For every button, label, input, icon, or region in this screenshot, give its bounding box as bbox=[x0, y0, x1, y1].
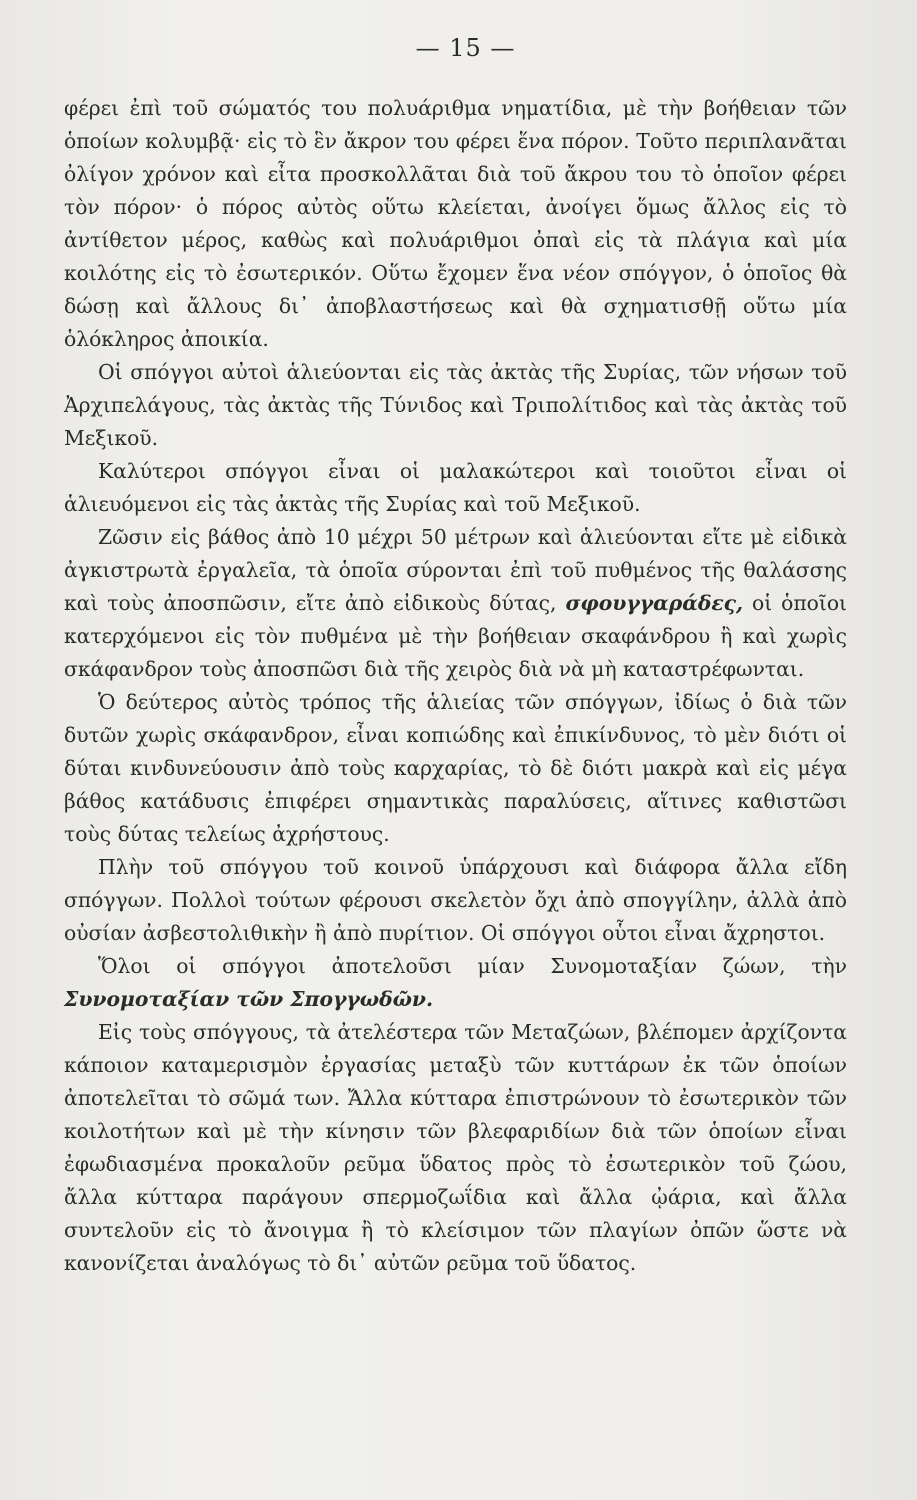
paragraph bbox=[64, 1016, 847, 1280]
emphasized-term: σφουγγαράδες, bbox=[565, 591, 744, 615]
paragraph-text: Ὅλοι οἱ σπόγγοι ἀποτελοῦσι μίαν Συνομοταξίαν ζώων, τὴν bbox=[98, 954, 847, 978]
body-text bbox=[64, 92, 847, 1280]
paragraph-text: φέρει ἐπὶ τοῦ σώματός του πολυάριθμα νηματίδια, μὲ τὴν βοήθειαν τῶν ὁποίων κολυμβᾷ· εἰς τὸ ἓν ἄκρον του φέρει ἕνα πόρον. Τοῦτο περιπλανᾶται ὀλίγον χρόνον καὶ εἶτα προσκολλᾶται διὰ τοῦ ἄκρου του τὸ ὁποῖον φέρει τὸν πόρον· ὁ πόρος αὐτὸς οὕτω κλείεται, ἀνοίγει ὅμως ἄλλος εἰς τὸ ἀντίθετον μέρος, καθὼς καὶ πολυάριθμοι ὀπαὶ εἰς τὰ πλάγια καὶ μία κοιλότης εἰς τὸ ἐσωτερικόν. Οὕτω ἔχομεν ἕνα νέον σπόγγον, ὁ ὁποῖος θὰ δώσῃ καὶ ἄλλους δι᾿ ἀποβλαστήσεως καὶ θὰ σχηματισθῇ οὕτω μία ὁλόκληρος ἀποικία. bbox=[64, 96, 847, 351]
page-number: — 15 — bbox=[415, 34, 516, 62]
paragraph bbox=[64, 455, 847, 521]
paragraph bbox=[64, 92, 847, 356]
paragraph-text: Ὁ δεύτερος αὐτὸς τρόπος τῆς ἁλιείας τῶν σπόγγων, ἰδίως ὁ διὰ τῶν δυτῶν χωρὶς σκάφανδρον, εἶναι κοπιώδης καὶ ἐπικίνδυνος, τὸ μὲν διότι οἱ δύται κινδυνεύουσιν ἀπὸ τοὺς καρχαρίας, τὸ δὲ διότι μακρὰ καὶ εἰς μέγα βάθος κατάδυσις ἐπιφέρει σημαντικὰς παραλύσεις, αἵτινες καθιστῶσι τοὺς δύτας τελείως ἀχρήστους. bbox=[64, 690, 847, 846]
paragraph-text: Οἱ σπόγγοι αὐτοὶ ἁλιεύονται εἰς τὰς ἀκτὰς τῆς Συρίας, τῶν νήσων τοῦ Ἀρχιπελάγους, τὰς ἀκτὰς τῆς Τύνιδος καὶ Τριπολίτιδος καὶ τὰς ἀκτὰς τοῦ Μεξικοῦ. bbox=[64, 360, 847, 450]
paragraph-text: Ζῶσιν εἰς βάθος ἀπὸ 10 μέχρι 50 μέτρων καὶ ἁλιεύονται εἴτε μὲ εἰδικὰ ἀγκιστρωτὰ ἐργαλεῖα, τὰ ὁποῖα σύρονται ἐπὶ τοῦ πυθμένος τῆς θαλάσσης καὶ τοὺς ἀποσπῶσιν, εἴτε ἀπὸ εἰδικοὺς δύτας, bbox=[64, 525, 847, 615]
paragraph bbox=[64, 521, 847, 686]
paragraph-text: Καλύτεροι σπόγγοι εἶναι οἱ μαλακώτεροι καὶ τοιοῦτοι εἶναι οἱ ἁλιευόμενοι εἰς τὰς ἀκτὰς τῆς Συρίας καὶ τοῦ Μεξικοῦ. bbox=[64, 459, 847, 516]
emphasized-term: Συνομοταξίαν τῶν Σπογγωδῶν. bbox=[64, 987, 434, 1011]
paragraph bbox=[64, 356, 847, 455]
paragraph bbox=[64, 851, 847, 950]
paragraph bbox=[64, 950, 847, 1016]
paragraph bbox=[64, 686, 847, 851]
paragraph-text: Εἰς τοὺς σπόγγους, τὰ ἀτελέστερα τῶν Μεταζώων, βλέπομεν ἀρχίζοντα κάποιον καταμερισμὸν ἐργασίας μεταξὺ τῶν κυττάρων ἐκ τῶν ὁποίων ἀποτελεῖται τὸ σῶμά των. Ἄλλα κύτταρα ἐπιστρώνουν τὸ ἐσωτερικὸν τῶν κοιλοτήτων καὶ μὲ τὴν κίνησιν τῶν βλεφαριδίων διὰ τῶν ὁποίων εἶναι ἐφωδιασμένα προκαλοῦν ρεῦμα ὕδατος πρὸς τὸ ἐσωτερικὸν τοῦ ζώου, ἄλλα κύτταρα παράγουν σπερμοζωΐδια καὶ ἄλλα ᾠάρια, καὶ ἄλλα συντελοῦν εἰς τὸ ἄνοιγμα ἢ τὸ κλείσιμον τῶν πλαγίων ὀπῶν ὥστε νὰ κανονίζεται ἀναλόγως τὸ δι᾿ αὐτῶν ρεῦμα τοῦ ὕδατος. bbox=[64, 1020, 847, 1275]
paragraph-text: Πλὴν τοῦ σπόγγου τοῦ κοινοῦ ὑπάρχουσι καὶ διάφορα ἄλλα εἴδη σπόγγων. Πολλοὶ τούτων φέρουσι σκελετὸν ὄχι ἀπὸ σπογγίλην, ἀλλὰ ἀπὸ οὐσίαν ἀσβεστολιθικὴν ἢ ἀπὸ πυρίτιον. Οἱ σπόγγοι οὗτοι εἶναι ἄχρηστοι. bbox=[64, 855, 847, 945]
paragraph-text: οἱ ὁποῖοι κατερχόμενοι εἰς τὸν πυθμένα μὲ τὴν βοήθειαν σκαφάνδρου ἢ καὶ χωρὶς σκάφανδρον τοὺς ἀποσπῶσι διὰ τῆς χειρὸς διὰ νὰ μὴ καταστρέφωνται. bbox=[64, 591, 848, 681]
